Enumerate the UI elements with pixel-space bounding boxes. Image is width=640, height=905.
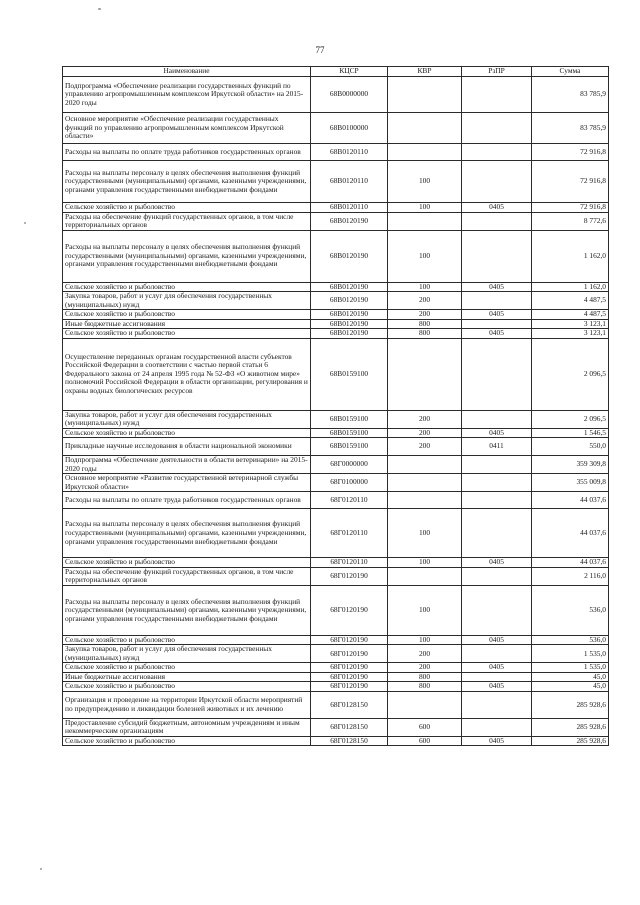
row-kcsr: 68Г0120190 (311, 635, 388, 645)
row-kvr: 100 (388, 558, 462, 568)
row-kvr: 800 (388, 682, 462, 692)
table-row (63, 282, 609, 292)
row-sum: 2 096,5 (532, 338, 609, 410)
row-rzpr: 0405 (462, 428, 532, 438)
row-rzpr: 0405 (462, 736, 532, 746)
row-name: Сельское хозяйство и рыболовство (63, 329, 311, 339)
row-kvr: 600 (388, 736, 462, 746)
row-sum: 1 162,0 (532, 282, 609, 292)
row-sum: 4 487,5 (532, 292, 609, 310)
row-name: Сельское хозяйство и рыболовство (63, 736, 311, 746)
header-name: Наименование (63, 67, 311, 77)
row-kcsr: 68В0120110 (311, 144, 388, 161)
row-kvr: 100 (388, 203, 462, 213)
row-sum: 2 096,5 (532, 410, 609, 428)
row-name: Сельское хозяйство и рыболовство (63, 203, 311, 213)
row-sum: 72 916,8 (532, 161, 609, 203)
header-sum: Сумма (532, 67, 609, 77)
scan-speck (24, 222, 26, 224)
row-kvr: 200 (388, 645, 462, 663)
row-kvr: 200 (388, 438, 462, 456)
row-kvr: 200 (388, 410, 462, 428)
row-kcsr: 68Г0120190 (311, 663, 388, 673)
row-kcsr: 68Г0120110 (311, 509, 388, 558)
row-rzpr (462, 161, 532, 203)
row-kcsr: 68Г0128150 (311, 691, 388, 718)
row-kvr (388, 113, 462, 144)
row-name: Организация и проведение на территории Иркутской области мероприятий по предупреждению и ликвидации болезней животных и их лечению (63, 691, 311, 718)
table-row (63, 567, 609, 585)
row-rzpr (462, 645, 532, 663)
row-name: Расходы на выплаты по оплате труда работников государственных органов (63, 144, 311, 161)
row-name: Расходы на выплаты персоналу в целях обеспечения выполнения функций государственными (муниципальными) органами, казенными учреждениями, органами управления государственными внебюджетными фондами (63, 509, 311, 558)
row-sum: 285 928,6 (532, 736, 609, 746)
row-kcsr: 68Г0000000 (311, 456, 388, 474)
row-name: Сельское хозяйство и рыболовство (63, 282, 311, 292)
table-row (63, 635, 609, 645)
table-row (63, 144, 609, 161)
row-kcsr: 68В0120190 (311, 230, 388, 282)
row-name: Расходы на выплаты по оплате труда работников государственных органов (63, 492, 311, 509)
row-rzpr: 0405 (462, 329, 532, 339)
row-kcsr: 68Г0128150 (311, 736, 388, 746)
row-rzpr: 0405 (462, 282, 532, 292)
row-kvr: 100 (388, 230, 462, 282)
header-rzpr: РзПР (462, 67, 532, 77)
row-kvr: 200 (388, 428, 462, 438)
table-row (63, 672, 609, 682)
table-row (63, 319, 609, 329)
row-sum: 3 123,1 (532, 319, 609, 329)
row-sum: 44 037,6 (532, 492, 609, 509)
row-rzpr (462, 319, 532, 329)
row-sum: 285 928,6 (532, 718, 609, 736)
row-sum: 3 123,1 (532, 329, 609, 339)
row-kvr: 100 (388, 635, 462, 645)
row-kvr (388, 77, 462, 113)
row-name: Закупка товаров, работ и услуг для обеспечения государственных (муниципальных) нужд (63, 410, 311, 428)
row-kcsr: 68В0100000 (311, 113, 388, 144)
row-kcsr: 68В0120190 (311, 282, 388, 292)
table-row (63, 492, 609, 509)
row-sum: 72 916,8 (532, 203, 609, 213)
row-kvr: 800 (388, 329, 462, 339)
row-name: Осуществление переданных органам государственной власти субъектов Российской Федерации в соответствии с частью первой статьи 6 Федерального закона от 24 апреля 1995 года № 52-ФЗ «О животном мире» полномочий Российской Федерации в области организации, регулирования и охраны водных биологических ресурсов (63, 338, 311, 410)
row-name: Подпрограмма «Обеспечение деятельности в области ветеринарии» на 2015-2020 годы (63, 456, 311, 474)
row-sum: 83 785,9 (532, 113, 609, 144)
table-row (63, 113, 609, 144)
table-row (63, 292, 609, 310)
row-kcsr: 68В0120110 (311, 203, 388, 213)
row-name: Сельское хозяйство и рыболовство (63, 310, 311, 320)
row-kcsr: 68Г0120190 (311, 682, 388, 692)
row-sum: 536,0 (532, 635, 609, 645)
header-kcsr: КЦСР (311, 67, 388, 77)
row-kcsr: 68Г0120190 (311, 567, 388, 585)
table-row (63, 736, 609, 746)
table-row (63, 585, 609, 635)
row-sum: 1 162,0 (532, 230, 609, 282)
row-rzpr (462, 456, 532, 474)
row-name: Расходы на обеспечение функций государственных органов, в том числе территориальных органов (63, 212, 311, 230)
row-sum: 83 785,9 (532, 77, 609, 113)
row-rzpr (462, 718, 532, 736)
row-rzpr: 0405 (462, 310, 532, 320)
table-row (63, 558, 609, 568)
row-name: Сельское хозяйство и рыболовство (63, 682, 311, 692)
row-rzpr (462, 672, 532, 682)
row-kvr (388, 567, 462, 585)
row-sum: 45,0 (532, 672, 609, 682)
row-kcsr: 68В0120190 (311, 292, 388, 310)
row-rzpr (462, 77, 532, 113)
row-kcsr: 68В0120190 (311, 329, 388, 339)
row-kvr: 200 (388, 310, 462, 320)
row-rzpr: 0405 (462, 558, 532, 568)
table-row (63, 474, 609, 492)
row-name: Иные бюджетные ассигнования (63, 672, 311, 682)
row-kvr: 800 (388, 319, 462, 329)
row-kvr (388, 492, 462, 509)
row-rzpr: 0411 (462, 438, 532, 456)
row-rzpr (462, 585, 532, 635)
row-rzpr (462, 338, 532, 410)
row-kcsr: 68Г0100000 (311, 474, 388, 492)
row-name: Сельское хозяйство и рыболовство (63, 663, 311, 673)
row-kcsr: 68Г0128150 (311, 718, 388, 736)
row-rzpr (462, 113, 532, 144)
row-sum: 550,0 (532, 438, 609, 456)
row-name: Иные бюджетные ассигнования (63, 319, 311, 329)
row-rzpr (462, 492, 532, 509)
table-row (63, 691, 609, 718)
row-kcsr: 68В0159100 (311, 338, 388, 410)
row-rzpr (462, 292, 532, 310)
row-name: Предоставление субсидий бюджетным, автономным учреждениям и иным некоммерческим организациям (63, 718, 311, 736)
row-name: Сельское хозяйство и рыболовство (63, 635, 311, 645)
header-kvr: КВР (388, 67, 462, 77)
row-sum: 45,0 (532, 682, 609, 692)
row-kvr: 200 (388, 663, 462, 673)
table-row (63, 509, 609, 558)
table-row (63, 230, 609, 282)
row-sum: 4 487,5 (532, 310, 609, 320)
row-kvr: 800 (388, 672, 462, 682)
table-row (63, 456, 609, 474)
table-row (63, 645, 609, 663)
table-row (63, 410, 609, 428)
table-row (63, 428, 609, 438)
scan-speck (98, 8, 101, 10)
row-kcsr: 68В0120190 (311, 310, 388, 320)
row-sum: 72 916,8 (532, 144, 609, 161)
row-name: Расходы на выплаты персоналу в целях обеспечения выполнения функций государственными (муниципальными) органами, казенными учреждениями, органами управления государственными внебюджетными фондами (63, 230, 311, 282)
row-kvr: 100 (388, 282, 462, 292)
row-rzpr: 0405 (462, 682, 532, 692)
table-row (63, 682, 609, 692)
row-rzpr (462, 410, 532, 428)
row-sum: 1 546,5 (532, 428, 609, 438)
row-rzpr: 0405 (462, 663, 532, 673)
row-rzpr (462, 691, 532, 718)
table-row (63, 438, 609, 456)
row-name: Расходы на обеспечение функций государственных органов, в том числе территориальных органов (63, 567, 311, 585)
row-kcsr: 68В0120190 (311, 212, 388, 230)
row-kvr (388, 338, 462, 410)
row-rzpr (462, 230, 532, 282)
row-rzpr (462, 567, 532, 585)
row-name: Расходы на выплаты персоналу в целях обеспечения выполнения функций государственными (муниципальными) органами, казенными учреждениями, органами управления государственными внебюджетными фондами (63, 585, 311, 635)
row-name: Сельское хозяйство и рыболовство (63, 428, 311, 438)
row-name: Закупка товаров, работ и услуг для обеспечения государственных (муниципальных) нужд (63, 292, 311, 310)
row-kvr: 600 (388, 718, 462, 736)
row-name: Основное мероприятие «Развитие государственной ветеринарной службы Иркутской области» (63, 474, 311, 492)
page-number: 77 (315, 45, 325, 55)
row-kcsr: 68В0120110 (311, 161, 388, 203)
table-row (63, 203, 609, 213)
row-kvr (388, 456, 462, 474)
row-name: Сельское хозяйство и рыболовство (63, 558, 311, 568)
row-name: Основное мероприятие «Обеспечение реализации государственных функций по управлению агропромышленным комплексом Иркутской области» (63, 113, 311, 144)
table-row (63, 329, 609, 339)
table-row (63, 212, 609, 230)
row-kvr (388, 474, 462, 492)
row-name: Подпрограмма «Обеспечение реализации государственных функций по управлению агропромышленным комплексом Иркутской области» на 2015-2020 годы (63, 77, 311, 113)
row-sum: 285 928,6 (532, 691, 609, 718)
row-kvr: 200 (388, 292, 462, 310)
row-kcsr: 68Г0120190 (311, 672, 388, 682)
row-sum: 44 037,6 (532, 509, 609, 558)
row-kvr (388, 691, 462, 718)
table-row (63, 310, 609, 320)
row-kvr: 100 (388, 585, 462, 635)
row-kvr: 100 (388, 509, 462, 558)
row-rzpr: 0405 (462, 203, 532, 213)
row-kcsr: 68В0159100 (311, 410, 388, 428)
scan-speck (40, 868, 42, 870)
row-kcsr: 68Г0120110 (311, 492, 388, 509)
row-sum: 1 535,0 (532, 663, 609, 673)
row-name: Расходы на выплаты персоналу в целях обеспечения выполнения функций государственными (муниципальными) органами, казенными учреждениями, органами управления государственными внебюджетными фондами (63, 161, 311, 203)
table-row (63, 161, 609, 203)
row-kvr (388, 212, 462, 230)
row-sum: 8 772,6 (532, 212, 609, 230)
row-kcsr: 68Г0120190 (311, 645, 388, 663)
row-sum: 355 009,8 (532, 474, 609, 492)
row-sum: 1 535,0 (532, 645, 609, 663)
row-sum: 44 037,6 (532, 558, 609, 568)
row-kcsr: 68В0000000 (311, 77, 388, 113)
table-row (63, 338, 609, 410)
row-kcsr: 68В0159100 (311, 428, 388, 438)
row-rzpr (462, 509, 532, 558)
table-row (63, 663, 609, 673)
table-row (63, 718, 609, 736)
row-rzpr (462, 212, 532, 230)
row-rzpr (462, 474, 532, 492)
row-name: Закупка товаров, работ и услуг для обеспечения государственных (муниципальных) нужд (63, 645, 311, 663)
row-kcsr: 68Г0120190 (311, 585, 388, 635)
table-header-row (63, 67, 609, 77)
row-kcsr: 68В0159100 (311, 438, 388, 456)
row-kvr (388, 144, 462, 161)
row-name: Прикладные научные исследования в области национальной экономики (63, 438, 311, 456)
row-rzpr: 0405 (462, 635, 532, 645)
row-rzpr (462, 144, 532, 161)
row-sum: 359 309,8 (532, 456, 609, 474)
budget-table (62, 66, 609, 746)
row-kcsr: 68В0120190 (311, 319, 388, 329)
table-row (63, 77, 609, 113)
row-sum: 2 116,0 (532, 567, 609, 585)
row-kcsr: 68Г0120110 (311, 558, 388, 568)
row-sum: 536,0 (532, 585, 609, 635)
row-kvr: 100 (388, 161, 462, 203)
